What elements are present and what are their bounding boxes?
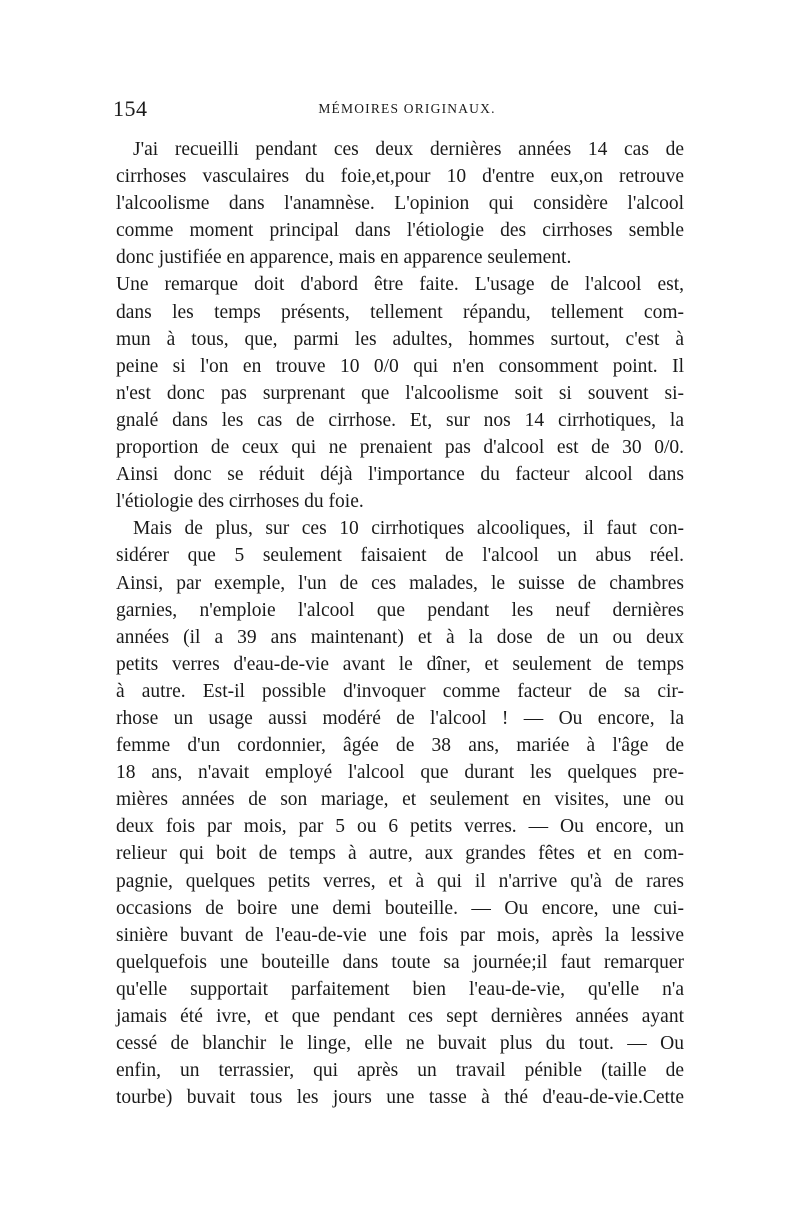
text-line: n'est donc pas surprenant que l'alcoolisme soit si souvent si- [116, 382, 684, 404]
text-line: occasions de boire une demi bouteille. — Ou encore, une cui- [116, 897, 684, 919]
text-line: 18 ans, n'avait employé l'alcool que durant les quelques pre- [116, 762, 684, 784]
text-line: qu'elle supportait parfaitement bien l'eau-de-vie, qu'elle n'a [116, 978, 684, 1000]
text-line: jamais été ivre, et que pendant ces sept dernières années ayant [116, 1006, 684, 1027]
text-line: deux fois par mois, par 5 ou 6 petits verres. — Ou encore, un [116, 816, 684, 838]
text-line: mun à tous, que, parmi les adultes, hommes surtout, c'est à [116, 328, 684, 350]
text-line: petits verres d'eau-de-vie avant le dîner, et seulement de temps [116, 653, 684, 675]
text-line: cessé de blanchir le linge, elle ne buvait plus du tout. — Ou [116, 1033, 684, 1055]
text-line: Ainsi, par exemple, l'un de ces malades, le suisse de chambres [116, 572, 684, 594]
text-line: garnies, n'emploie l'alcool que pendant les neuf dernières [116, 599, 684, 621]
text-line: sinière buvant de l'eau-de-vie une fois par mois, après la lessive [116, 924, 684, 946]
text-line: donc justifiée en apparence, mais en apparence seulement. [116, 247, 572, 269]
text-line: l'étiologie des cirrhoses du foie. [116, 491, 364, 513]
text-line: pagnie, quelques petits verres, et à qui il n'arrive qu'à de rares [116, 870, 684, 892]
text-line: Ainsi donc se réduit déjà l'importance du facteur alcool dans [116, 464, 684, 486]
text-line: dans les temps présents, tellement répandu, tellement com- [116, 301, 684, 323]
text-line: mières années de son mariage, et seulement en visites, une ou [116, 789, 684, 811]
text-line: femme d'un cordonnier, âgée de 38 ans, mariée à l'âge de [116, 735, 684, 757]
text-line: relieur qui boit de temps à autre, aux grandes fêtes et en com- [116, 843, 684, 865]
text-line: comme moment principal dans l'étiologie des cirrhoses semble [116, 220, 684, 242]
text-line: J'ai recueilli pendant ces deux dernières années 14 cas de [133, 139, 684, 160]
text-line: l'alcoolisme dans l'anamnèse. L'opinion qui considère l'alcool [116, 193, 684, 215]
running-head: MÉMOIRES ORIGINAUX. [318, 101, 496, 116]
text-line: tourbe) buvait tous les jours une tasse à thé d'eau-de-vie.Cette [116, 1087, 684, 1109]
text-line: proportion de ceux qui ne prenaient pas d'alcool est de 30 0/0. [116, 437, 684, 459]
text-line: quelquefois une bouteille dans toute sa journée;il faut remarquer [116, 951, 684, 973]
text-line: à autre. Est-il possible d'invoquer comme facteur de sa cir- [116, 680, 684, 702]
text-line: gnalé dans les cas de cirrhose. Et, sur nos 14 cirrhotiques, la [116, 409, 684, 431]
text-line: Mais de plus, sur ces 10 cirrhotiques alcooliques, il faut con- [133, 518, 684, 540]
text-line: peine si l'on en trouve 10 0/0 qui n'en consomment point. Il [116, 355, 684, 377]
text-line: Une remarque doit d'abord être faite. L'usage de l'alcool est, [116, 274, 684, 296]
body-text [116, 136, 684, 1111]
text-line: sidérer que 5 seulement faisaient de l'alcool un abus réel. [116, 545, 684, 567]
text-line: enfin, un terrassier, qui après un travail pénible (taille de [116, 1060, 684, 1082]
text-line: rhose un usage aussi modéré de l'alcool ! — Ou encore, la [116, 707, 684, 729]
page-number: 154 [113, 96, 148, 121]
text-line: années (il a 39 ans maintenant) et à la dose de un ou deux [116, 626, 684, 648]
text-line: cirrhoses vasculaires du foie,et,pour 10 d'entre eux,on retrouve [116, 166, 684, 188]
